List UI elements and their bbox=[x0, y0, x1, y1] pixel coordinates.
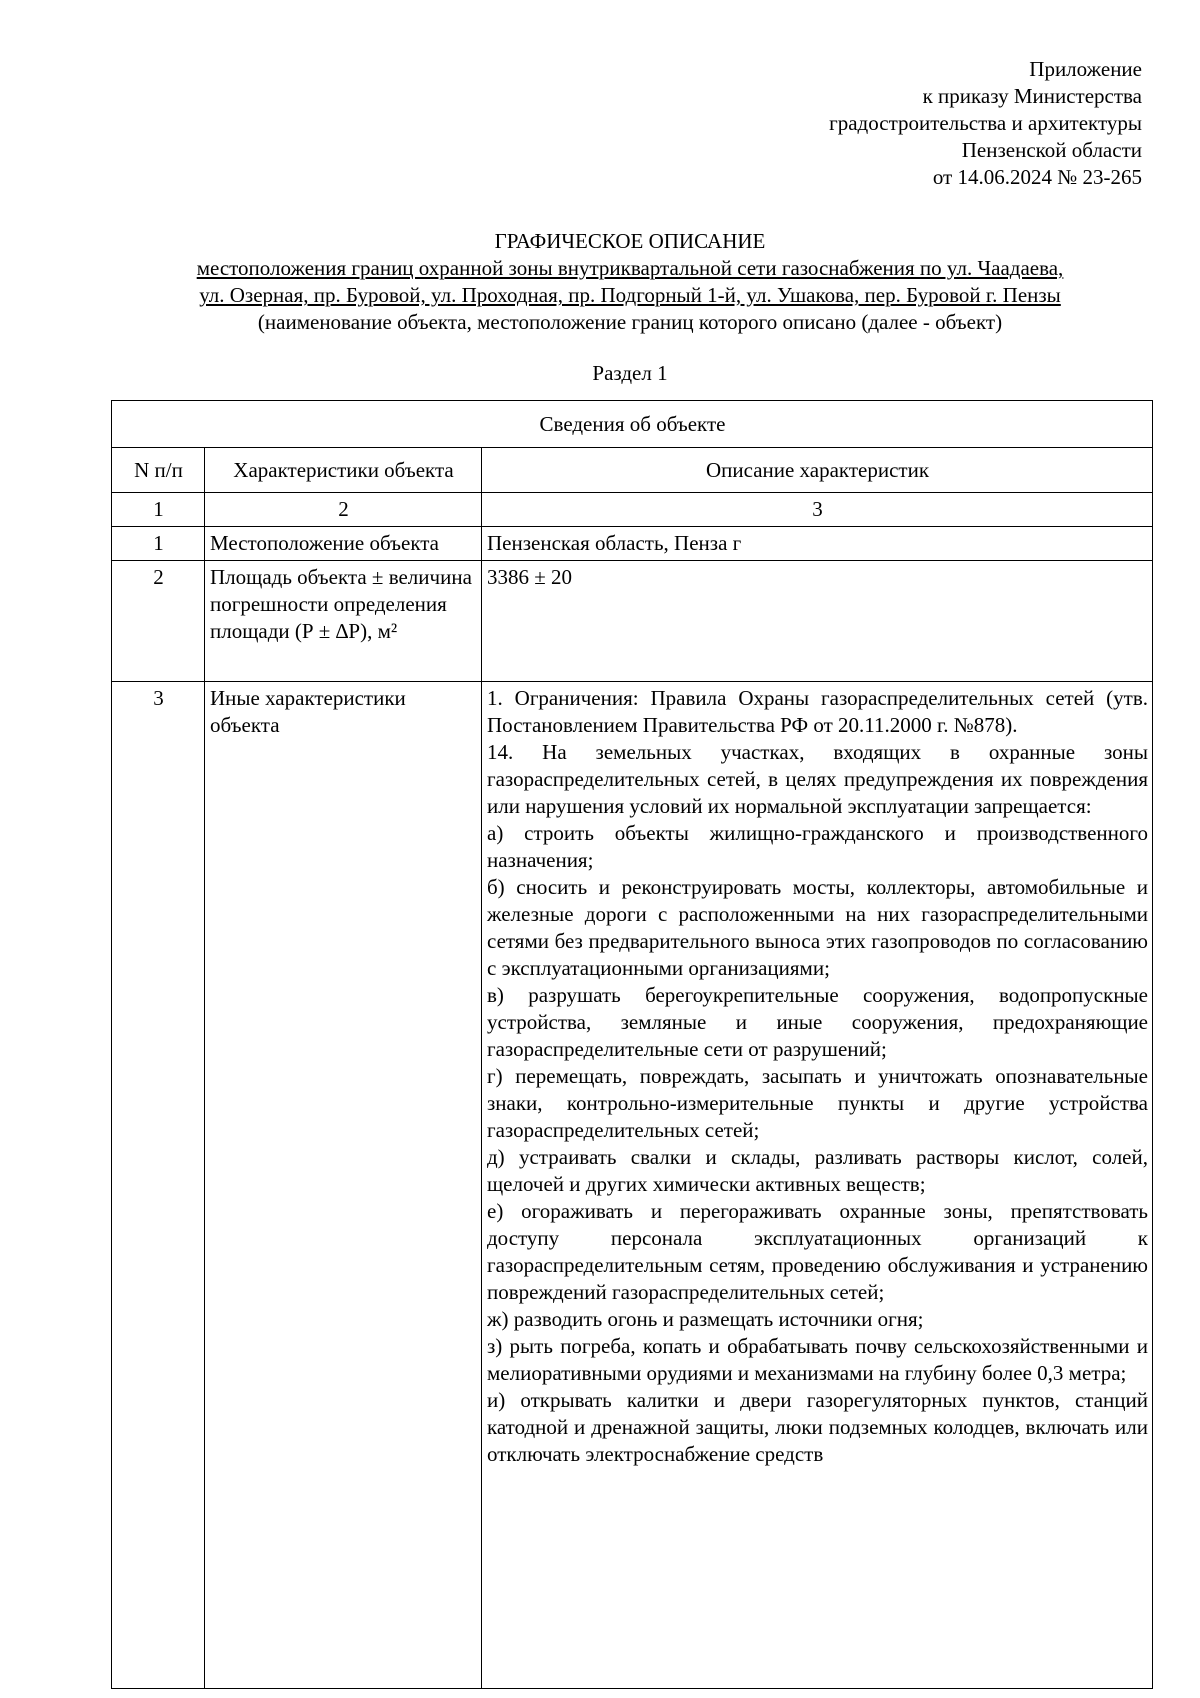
column-number: 2 bbox=[205, 493, 482, 527]
object-info-table bbox=[111, 400, 1153, 1689]
restriction-item: д) устраивать свалки и склады, разливать растворы кислот, солей, щелочей и других химически активных веществ; bbox=[487, 1145, 1148, 1196]
approval-line: Приложение bbox=[1029, 57, 1142, 81]
restriction-item: ж) разводить огонь и размещать источники огня; bbox=[487, 1307, 924, 1331]
document-title: ГРАФИЧЕСКОЕ ОПИСАНИЕ bbox=[494, 229, 766, 253]
object-name-line: местоположения границ охранной зоны внутриквартальной сети газоснабжения по ул. Чаадаева, bbox=[196, 256, 1064, 280]
row-characteristic: Площадь объекта ± величина погрешности определения площади (Р ± ∆Р), м² bbox=[205, 561, 482, 682]
row-number: 2 bbox=[112, 561, 205, 682]
restriction-paragraph: 1. Ограничения: Правила Охраны газораспределительных сетей (утв. Постановлением Правительства РФ от 20.11.2000 г. №878). bbox=[487, 686, 1148, 737]
column-number: 3 bbox=[482, 493, 1153, 527]
table-row bbox=[112, 527, 1153, 561]
column-header: N п/п bbox=[112, 448, 205, 493]
approval-block bbox=[829, 56, 1142, 191]
row-number: 3 bbox=[112, 682, 205, 1689]
restriction-item: г) перемещать, повреждать, засыпать и уничтожать опознавательные знаки, контрольно-измерительные пункты и другие устройства газораспределительных сетей; bbox=[487, 1064, 1148, 1142]
row-characteristic: Местоположение объекта bbox=[205, 527, 482, 561]
approval-line: градостроительства и архитектуры bbox=[829, 111, 1142, 135]
table-caption: Сведения об объекте bbox=[112, 401, 1153, 448]
approval-line: Пензенской области bbox=[961, 138, 1142, 162]
object-name-note: (наименование объекта, местоположение границ которого описано (далее - объект) bbox=[257, 310, 1003, 334]
column-header: Описание характеристик bbox=[482, 448, 1153, 493]
approval-line: к приказу Министерства bbox=[922, 84, 1142, 108]
row-description bbox=[482, 682, 1153, 1689]
restriction-item: б) сносить и реконструировать мосты, коллекторы, автомобильные и железные дороги с расположенными на них газораспределительными сетями без предварительного выноса этих газопроводов по согласованию с эксплуатационными организациями; bbox=[487, 875, 1148, 980]
column-number: 1 bbox=[112, 493, 205, 527]
row-description: Пензенская область, Пенза г bbox=[482, 527, 1153, 561]
row-description: 3386 ± 20 bbox=[482, 561, 1153, 682]
section-label: Раздел 1 bbox=[592, 361, 668, 385]
table-row bbox=[112, 561, 1153, 682]
document-title-block bbox=[110, 228, 1150, 336]
table-row bbox=[112, 682, 1153, 1689]
restriction-item: в) разрушать берегоукрепительные сооружения, водопропускные устройства, земляные и иные сооружения, предохраняющие газораспределительные сети от разрушений; bbox=[487, 983, 1148, 1061]
column-header: Характеристики объекта bbox=[205, 448, 482, 493]
restriction-item: и) открывать калитки и двери газорегуляторных пунктов, станций катодной и дренажной защиты, люки подземных колодцев, включать или отключать электроснабжение средств bbox=[487, 1388, 1148, 1466]
restriction-paragraph: 14. На земельных участках, входящих в охранные зоны газораспределительных сетей, в целях предупреждения их повреждения или нарушения условий их нормальной эксплуатации запрещается: bbox=[487, 740, 1148, 818]
object-name-line: ул. Озерная, пр. Буровой, ул. Проходная, пр. Подгорный 1-й, ул. Ушакова, пер. Буровой г. Пензы bbox=[199, 283, 1061, 307]
restriction-item: з) рыть погреба, копать и обрабатывать почву сельскохозяйственными и мелиоративными орудиями и механизмами на глубину более 0,3 метра; bbox=[487, 1334, 1148, 1385]
restriction-item: е) огораживать и перегораживать охранные зоны, препятствовать доступу персонала эксплуатационных организаций к газораспределительным сетям, проведению обслуживания и устранению повреждений газораспределительных сетей; bbox=[487, 1199, 1148, 1304]
row-characteristic: Иные характеристики объекта bbox=[205, 682, 482, 1689]
approval-date-line: от 14.06.2024 № 23-265 bbox=[932, 165, 1142, 189]
row-number: 1 bbox=[112, 527, 205, 561]
restriction-item: а) строить объекты жилищно-гражданского и производственного назначения; bbox=[487, 821, 1148, 872]
